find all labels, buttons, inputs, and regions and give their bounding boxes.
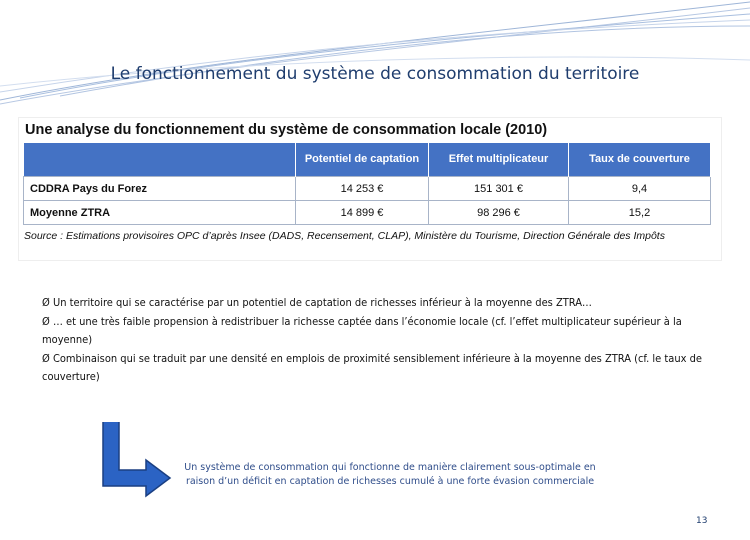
row-label: CDDRA Pays du Forez [24,177,296,201]
bullet-marker-icon: Ø [42,296,50,309]
cell-potentiel: 14 253 € [296,177,429,201]
bullet-text: … et une très faible propension à redistribuer la richesse captée dans l’économie locale (cf. l’effet multiplicateur supérieur à la moyenne) [42,314,682,346]
row-label: Moyenne ZTRA [24,201,296,225]
table-header-row [24,143,711,177]
cell-potentiel: 14 899 € [296,201,429,225]
cell-taux: 9,4 [569,177,711,201]
table-panel [18,117,722,261]
table-source: Source : Estimations provisoires OPC d’après Insee (DADS, Recensement, CLAP), Ministère du Tourisme, Direction Générale des Impôts [24,230,665,242]
bullet-item [42,313,702,350]
bullet-text: Un territoire qui se caractérise par un potentiel de captation de richesses inférieur à la moyenne des ZTRA… [52,296,592,309]
bullet-list [42,294,702,387]
cell-taux: 15,2 [569,201,711,225]
analysis-table [23,143,711,225]
bullet-item [42,350,702,387]
callout-line-1: Un système de consommation qui fonctionne de manière clairement sous-optimale en [184,462,596,473]
cell-effet: 98 296 € [429,201,569,225]
table-row [24,201,711,225]
header-empty [24,143,296,177]
header-potentiel: Potentiel de captation [296,143,429,177]
cell-effet: 151 301 € [429,177,569,201]
slide-title: Le fonctionnement du système de consommation du territoire [110,64,640,84]
table-title: Une analyse du fonctionnement du système de consommation locale (2010) [25,122,548,138]
bullet-marker-icon: Ø [42,314,50,328]
header-effet: Effet multiplicateur [429,143,569,177]
bullet-marker-icon: Ø [42,351,50,365]
bullet-item [42,294,702,313]
conclusion-callout [160,461,620,489]
header-taux: Taux de couverture [569,143,711,177]
decorative-swoosh-lines [0,0,750,110]
bullet-text: Combinaison qui se traduit par une densité en emplois de proximité sensiblement inférieure à la moyenne des ZTRA (cf. le taux de couverture) [42,351,702,383]
callout-line-2: raison d’un déficit en captation de richesses cumulé à une forte évasion commerciale [185,476,595,487]
table-row [24,177,711,201]
page-number: 13 [696,516,708,526]
